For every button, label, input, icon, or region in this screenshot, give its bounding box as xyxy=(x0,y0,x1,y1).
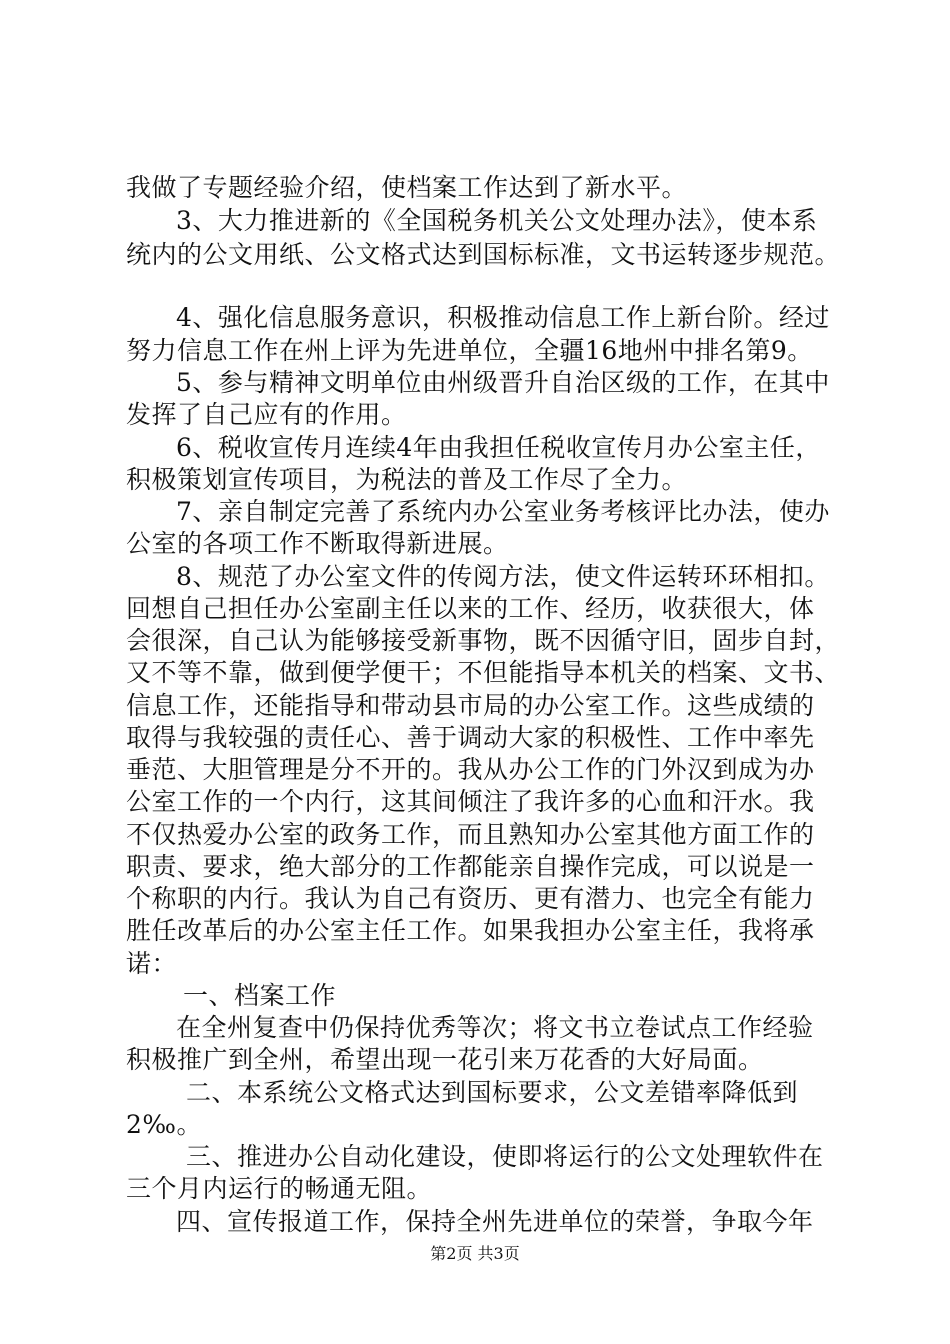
text-line: 2‰。 xyxy=(126,1110,202,1139)
text-line: 三、推进办公自动化建设，使即将运行的公文处理软件在 xyxy=(186,1142,824,1171)
text-line: 取得与我较强的责任心、善于调动大家的积极性、工作中率先 xyxy=(126,723,815,752)
text-line: 8、规范了办公室文件的传阅方法，使文件运转环环相扣。 xyxy=(176,562,830,591)
text-line: 会很深，自己认为能够接受新事物，既不因循守旧，固步自封， xyxy=(126,626,841,655)
text-line: 5、参与精神文明单位由州级晋升自治区级的工作，在其中 xyxy=(176,368,830,397)
text-line: 二、本系统公文格式达到国标要求，公文差错率降低到 xyxy=(186,1078,799,1107)
text-line: 公室工作的一个内行，这其间倾注了我许多的心血和汗水。我 xyxy=(126,787,815,816)
text-line: 不仅热爱办公室的政务工作，而且熟知办公室其他方面工作的 xyxy=(126,820,815,849)
text-line: 胜任改革后的办公室主任工作。如果我担办公室主任，我将承 xyxy=(126,916,815,945)
text-line: 三个月内运行的畅通无阻。 xyxy=(126,1174,433,1203)
text-line: 又不等不靠，做到便学便干；不但能指导本机关的档案、文书、 xyxy=(126,658,841,687)
text-line: 职责、要求，绝大部分的工作都能亲自操作完成，可以说是一 xyxy=(126,852,815,881)
text-line: 积极策划宣传项目，为税法的普及工作尽了全力。 xyxy=(126,465,688,494)
text-line: 3、大力推进新的《全国税务机关公文处理办法》，使本系 xyxy=(176,206,818,235)
text-line: 在全州复查中仍保持优秀等次；将文书立卷试点工作经验 xyxy=(176,1013,814,1042)
text-line: 6、税收宣传月连续4年由我担任税收宣传月办公室主任， xyxy=(176,433,821,462)
page-number-label: 第2页 共3页 xyxy=(430,1244,520,1263)
text-line: 努力信息工作在州上评为先进单位，全疆16地州中排名第9。 xyxy=(126,336,813,365)
text-line: 我做了专题经验介绍，使档案工作达到了新水平。 xyxy=(126,173,688,202)
page-footer xyxy=(0,1244,950,1264)
text-line: 积极推广到全州，希望出现一花引来万花香的大好局面。 xyxy=(126,1045,764,1074)
text-line: 诺： xyxy=(126,949,178,978)
text-line: 公室的各项工作不断取得新进展。 xyxy=(126,529,509,558)
text-line: 发挥了自己应有的作用。 xyxy=(126,400,407,429)
text-line: 统内的公文用纸、公文格式达到国标标准，文书运转逐步规范。 xyxy=(126,240,841,269)
text-line: 一、档案工作 xyxy=(183,981,337,1010)
text-line: 垂范、大胆管理是分不开的。我从办公工作的门外汉到成为办 xyxy=(126,755,815,784)
text-line: 四、宣传报道工作，保持全州先进单位的荣誉，争取今年 xyxy=(176,1207,814,1236)
text-line: 7、亲自制定完善了系统内办公室业务考核评比办法，使办 xyxy=(176,497,830,526)
text-line: 4、强化信息服务意识，积极推动信息工作上新台阶。经过 xyxy=(176,303,830,332)
text-line: 回想自己担任办公室副主任以来的工作、经历，收获很大，体 xyxy=(126,594,815,623)
text-line: 个称职的内行。我认为自己有资历、更有潜力、也完全有能力 xyxy=(126,884,815,913)
text-line: 信息工作，还能指导和带动县市局的办公室工作。这些成绩的 xyxy=(126,691,815,720)
